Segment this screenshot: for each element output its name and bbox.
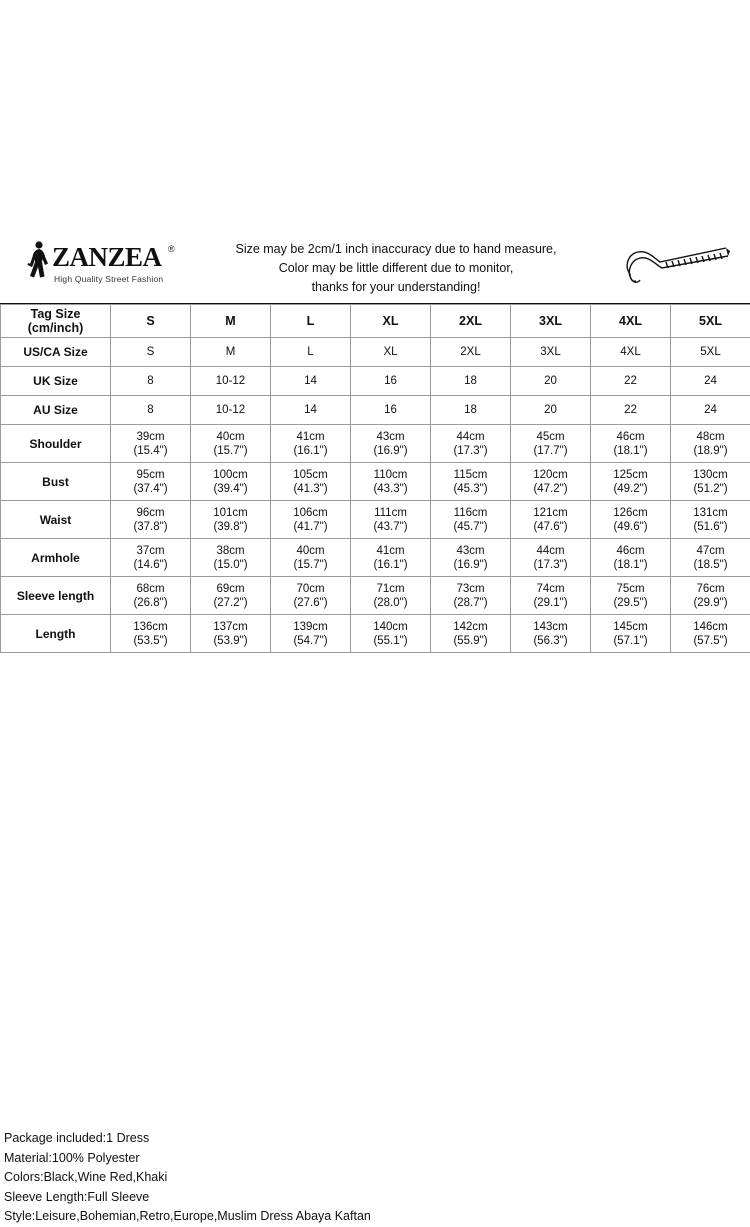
table-cell: 3XL [511, 305, 591, 338]
table-cell: 143cm (56.3") [511, 615, 591, 653]
table-cell: 2XL [431, 305, 511, 338]
table-cell: 131cm (51.6") [671, 501, 750, 539]
row-header-bust: Bust [1, 463, 111, 501]
table-cell: 121cm (47.6") [511, 501, 591, 539]
info-line: Colors:Black,Wine Red,Khaki [4, 1168, 746, 1188]
info-line: Material:100% Polyester [4, 1149, 746, 1169]
table-cell: L [271, 338, 351, 367]
table-cell: 43cm (16.9") [431, 539, 511, 577]
table-cell: 47cm (18.5") [671, 539, 750, 577]
table-cell: 43cm (16.9") [351, 425, 431, 463]
table-row [1, 338, 750, 367]
measuring-tape-icon [622, 240, 732, 298]
table-cell: XL [351, 338, 431, 367]
brand-tagline: High Quality Street Fashion [54, 274, 163, 284]
size-chart-container [0, 236, 750, 653]
table-cell: 116cm (45.7") [431, 501, 511, 539]
brand-logo [8, 238, 198, 300]
table-cell: M [191, 338, 271, 367]
table-cell: 111cm (43.7") [351, 501, 431, 539]
table-row [1, 305, 750, 338]
table-cell: S [111, 305, 191, 338]
table-cell: 68cm (26.8") [111, 577, 191, 615]
row-header-sleeve-length: Sleeve length [1, 577, 111, 615]
table-cell: 45cm (17.7") [511, 425, 591, 463]
info-line: Style:Leisure,Bohemian,Retro,Europe,Muslim Dress Abaya Kaftan [4, 1207, 746, 1227]
measurement-notice [196, 240, 596, 297]
registered-mark: ® [168, 244, 175, 254]
row-header-uk-size: UK Size [1, 367, 111, 396]
table-cell: 46cm (18.1") [591, 539, 671, 577]
table-cell: 105cm (41.3") [271, 463, 351, 501]
table-cell: 146cm (57.5") [671, 615, 750, 653]
table-cell: 95cm (37.4") [111, 463, 191, 501]
table-row [1, 539, 750, 577]
table-row [1, 367, 750, 396]
table-cell: 100cm (39.4") [191, 463, 271, 501]
size-table [0, 304, 750, 653]
table-cell: 16 [351, 396, 431, 425]
table-cell: 137cm (53.9") [191, 615, 271, 653]
table-cell: 46cm (18.1") [591, 425, 671, 463]
table-cell: 39cm (15.4") [111, 425, 191, 463]
table-cell: 48cm (18.9") [671, 425, 750, 463]
table-cell: 8 [111, 367, 191, 396]
table-cell: XL [351, 305, 431, 338]
table-cell: 75cm (29.5") [591, 577, 671, 615]
row-header-shoulder: Shoulder [1, 425, 111, 463]
row-header-us-ca-size: US/CA Size [1, 338, 111, 367]
table-cell: 22 [591, 367, 671, 396]
size-table-body [1, 305, 750, 653]
notice-line-2: Color may be little different due to monitor, [196, 259, 596, 278]
table-cell: 14 [271, 367, 351, 396]
table-cell: 106cm (41.7") [271, 501, 351, 539]
row-header-length: Length [1, 615, 111, 653]
table-cell: 44cm (17.3") [511, 539, 591, 577]
table-cell: 18 [431, 396, 511, 425]
table-cell: 101cm (39.8") [191, 501, 271, 539]
table-row [1, 615, 750, 653]
table-cell: 70cm (27.6") [271, 577, 351, 615]
row-header-waist: Waist [1, 501, 111, 539]
table-cell: 3XL [511, 338, 591, 367]
table-cell: 20 [511, 367, 591, 396]
table-cell: 18 [431, 367, 511, 396]
row-header-armhole: Armhole [1, 539, 111, 577]
table-row [1, 501, 750, 539]
table-cell: 140cm (55.1") [351, 615, 431, 653]
table-cell: 22 [591, 396, 671, 425]
table-cell: 96cm (37.8") [111, 501, 191, 539]
table-row [1, 425, 750, 463]
table-cell: 74cm (29.1") [511, 577, 591, 615]
table-cell: 115cm (45.3") [431, 463, 511, 501]
table-cell: 38cm (15.0") [191, 539, 271, 577]
table-cell: 139cm (54.7") [271, 615, 351, 653]
table-row [1, 396, 750, 425]
table-cell: 40cm (15.7") [271, 539, 351, 577]
table-row [1, 577, 750, 615]
table-cell: 5XL [671, 305, 750, 338]
table-cell: 41cm (16.1") [271, 425, 351, 463]
chart-header [0, 236, 750, 304]
table-cell: 8 [111, 396, 191, 425]
row-header-tag-size: Tag Size (cm/inch) [1, 305, 111, 338]
table-cell: 145cm (57.1") [591, 615, 671, 653]
row-header-au-size: AU Size [1, 396, 111, 425]
table-cell: M [191, 305, 271, 338]
table-cell: 24 [671, 396, 750, 425]
table-cell: L [271, 305, 351, 338]
notice-line-3: thanks for your understanding! [196, 278, 596, 297]
table-cell: 136cm (53.5") [111, 615, 191, 653]
table-cell: 110cm (43.3") [351, 463, 431, 501]
notice-line-1: Size may be 2cm/1 inch inaccuracy due to hand measure, [196, 240, 596, 259]
table-cell: S [111, 338, 191, 367]
brand-name: ZANZEA [52, 242, 162, 273]
table-cell: 14 [271, 396, 351, 425]
table-cell: 142cm (55.9") [431, 615, 511, 653]
table-row [1, 463, 750, 501]
table-cell: 76cm (29.9") [671, 577, 750, 615]
table-cell: 40cm (15.7") [191, 425, 271, 463]
table-cell: 10-12 [191, 367, 271, 396]
table-cell: 16 [351, 367, 431, 396]
woman-silhouette-icon [26, 240, 52, 284]
table-cell: 41cm (16.1") [351, 539, 431, 577]
info-line: Package included:1 Dress [4, 1129, 746, 1149]
table-cell: 120cm (47.2") [511, 463, 591, 501]
table-cell: 4XL [591, 305, 671, 338]
table-cell: 73cm (28.7") [431, 577, 511, 615]
table-cell: 5XL [671, 338, 750, 367]
table-cell: 24 [671, 367, 750, 396]
table-cell: 71cm (28.0") [351, 577, 431, 615]
table-cell: 130cm (51.2") [671, 463, 750, 501]
info-line: Sleeve Length:Full Sleeve [4, 1188, 746, 1208]
table-cell: 69cm (27.2") [191, 577, 271, 615]
table-cell: 4XL [591, 338, 671, 367]
table-cell: 37cm (14.6") [111, 539, 191, 577]
table-cell: 10-12 [191, 396, 271, 425]
table-cell: 2XL [431, 338, 511, 367]
product-info [0, 1125, 750, 1227]
table-cell: 126cm (49.6") [591, 501, 671, 539]
table-cell: 20 [511, 396, 591, 425]
table-cell: 44cm (17.3") [431, 425, 511, 463]
table-cell: 125cm (49.2") [591, 463, 671, 501]
